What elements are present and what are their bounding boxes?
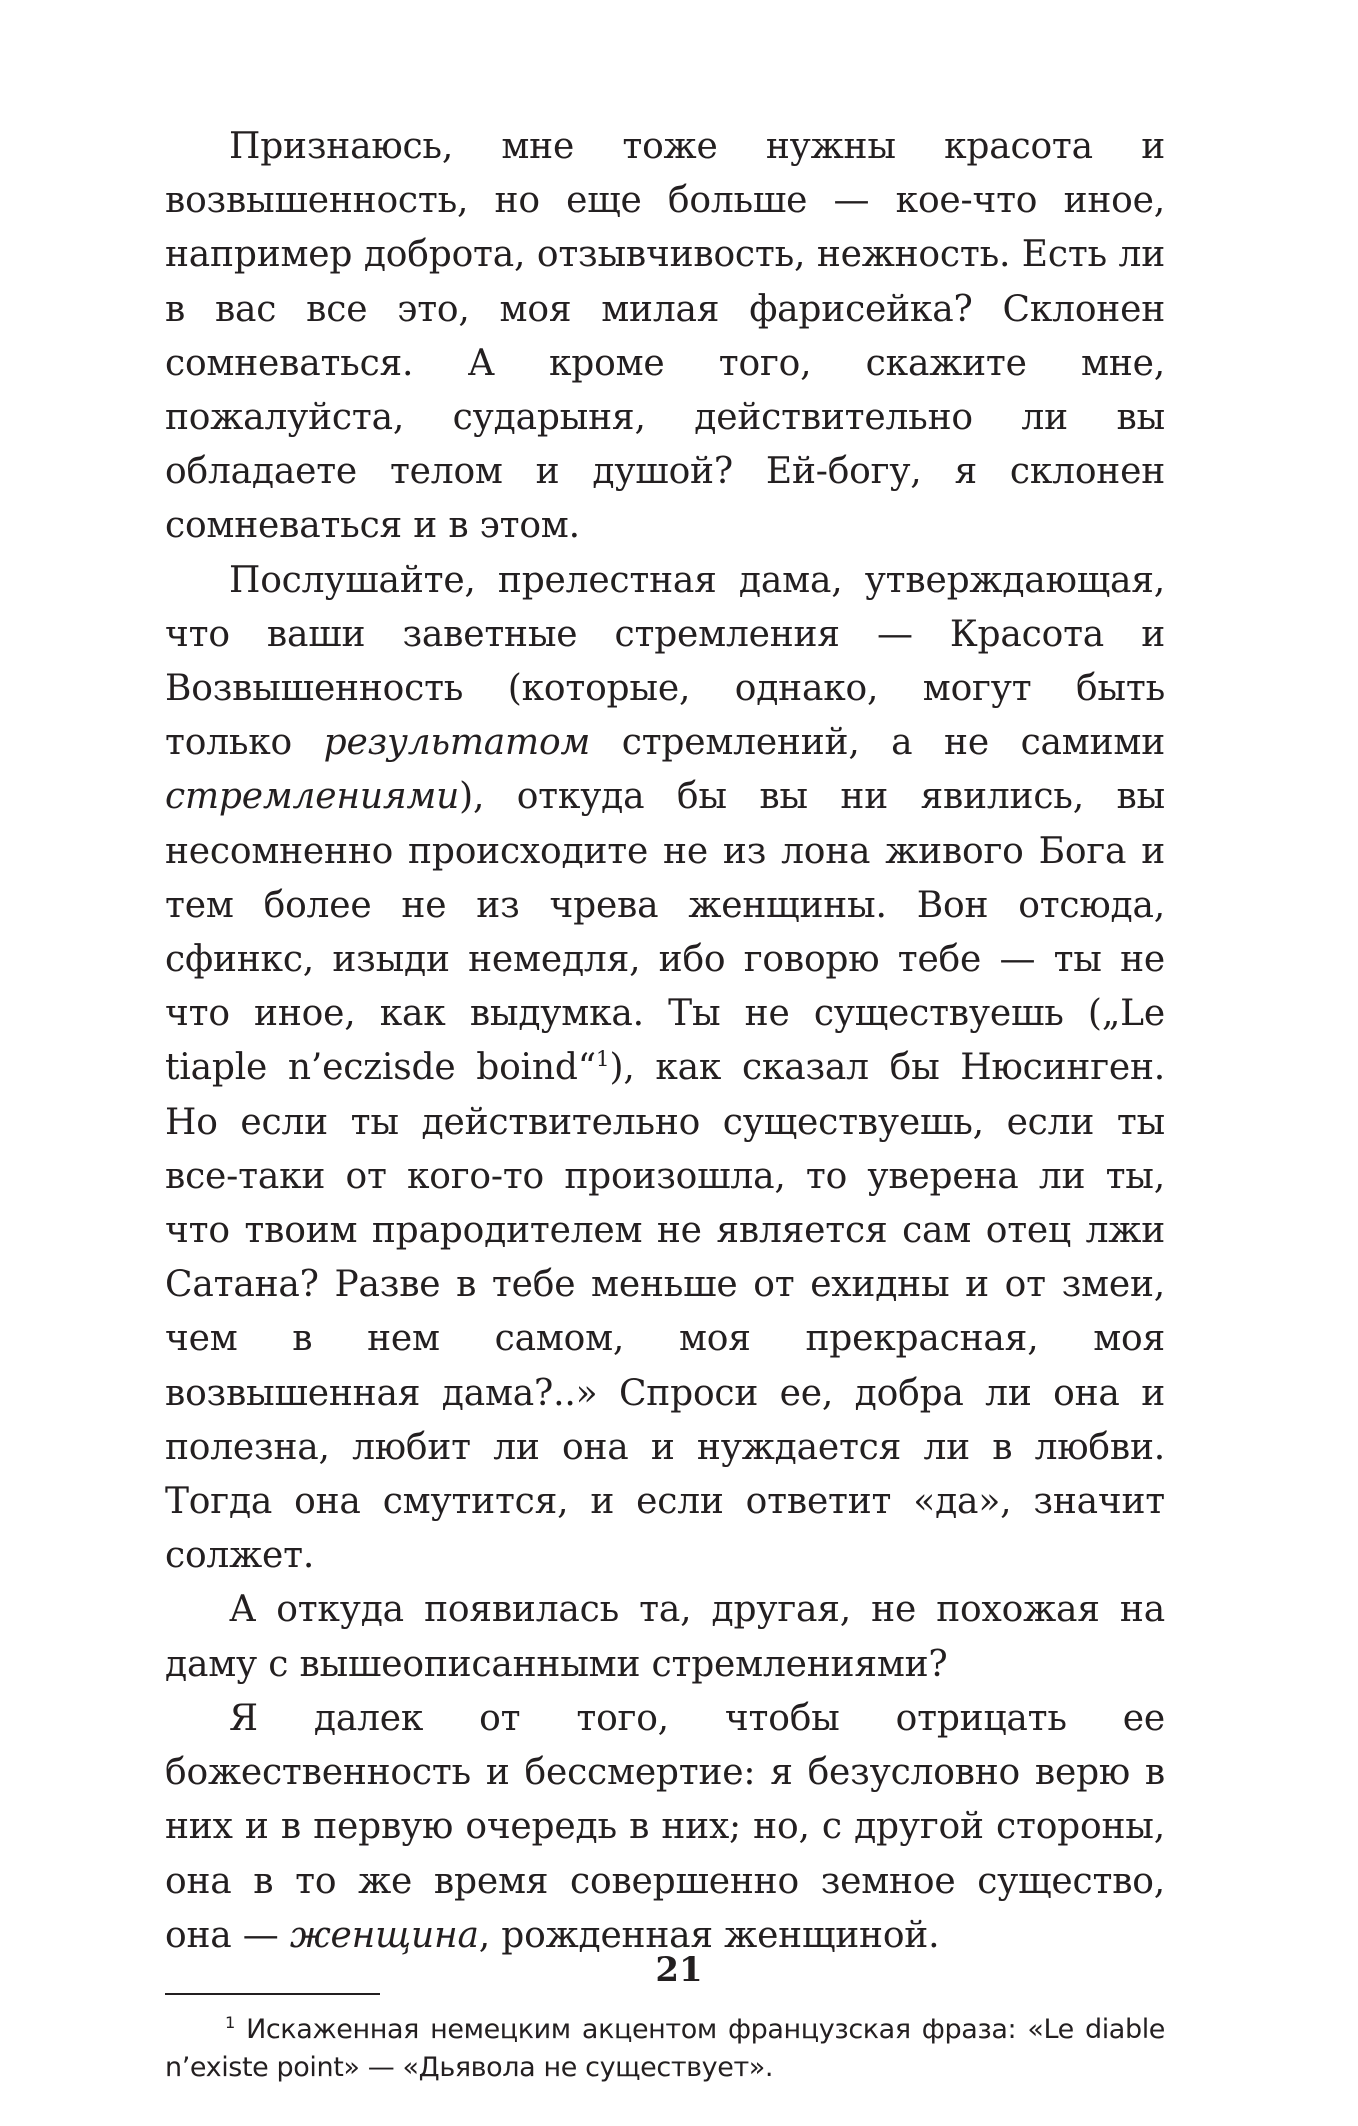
footnote-text: Искаженная немецким акцентом французская фраза: «Le diable n’existe point» — «Дьявола не существует». — [165, 2013, 1166, 2083]
footnote-divider — [165, 1993, 380, 1995]
paragraph-4 — [165, 1692, 1165, 1963]
paragraph-2-text-2: стремлений, а не самими — [590, 722, 1165, 764]
body-text — [165, 120, 1165, 1963]
paragraph-2 — [165, 554, 1165, 1584]
italic-zhenshchina: женщина — [289, 1914, 479, 1956]
italic-rezultatom: результатом — [323, 722, 591, 764]
paragraph-2-text-4: ), как сказал бы Нюсинген. Но если ты действительно существуешь, если ты все-таки от кого-то произошла, то уверена ли ты, что твоим прародителем не является сам отец лжи Сатана? Разве в тебе меньше от ехидны и от змеи, чем в нем самом, моя прекрасная, моя возвышенная дама?..» Спроси ее, добра ли она и полезна, любит ли она и нуждается ли в любви. Тогда она смутится, и если ответит «да», значит солжет. — [165, 1047, 1165, 1577]
paragraph-4-text-1: Я далек от того, чтобы отрицать ее божественность и бессмертие: я безусловно верю в них и в первую очередь в них; но, с другой стороны, она в то же время совершенно земное существо, она — — [165, 1697, 1165, 1956]
page-number: 21 — [655, 1950, 703, 1990]
paragraph-4-text-2: , рожденная женщиной. — [478, 1914, 940, 1956]
paragraph-1: Признаюсь, мне тоже нужны красота и возвышенность, но еще больше — кое-что иное, например доброта, отзывчивость, нежность. Есть ли в вас все это, моя милая фарисейка? Склонен сомневаться. А кроме того, скажите мне, пожалуйста, сударыня, действительно ли вы обладаете телом и душой? Ей-богу, я склонен сомневаться и в этом. — [165, 126, 1165, 547]
footnote-mark: 1 — [225, 2012, 235, 2032]
paragraph-2-text-1: Послушайте, прелестная дама, утверждающая, что ваши заветные стремления — Красота и Возвышенность (которые, однако, могут быть только — [165, 559, 1165, 764]
italic-stremleniyami: стремлениями — [165, 776, 460, 818]
paragraph-3: А откуда появилась та, другая, не похожая на даму с вышеописанными стремлениями? — [165, 1589, 1165, 1685]
paragraph-2-text-3: ), откуда бы вы ни явились, вы несомненно происходите не из лона живого Бога и тем более не из чрева женщины. Вон отсюда, сфинкс, изыди немедля, ибо говорю тебе — ты не что иное, как выдумка. Ты не существуешь („Le tiaple n’eczisde boind“ — [165, 776, 1165, 1089]
footnote — [165, 2011, 1165, 2087]
footnote-reference[interactable]: 1 — [595, 1047, 610, 1073]
book-page — [165, 120, 1165, 2087]
